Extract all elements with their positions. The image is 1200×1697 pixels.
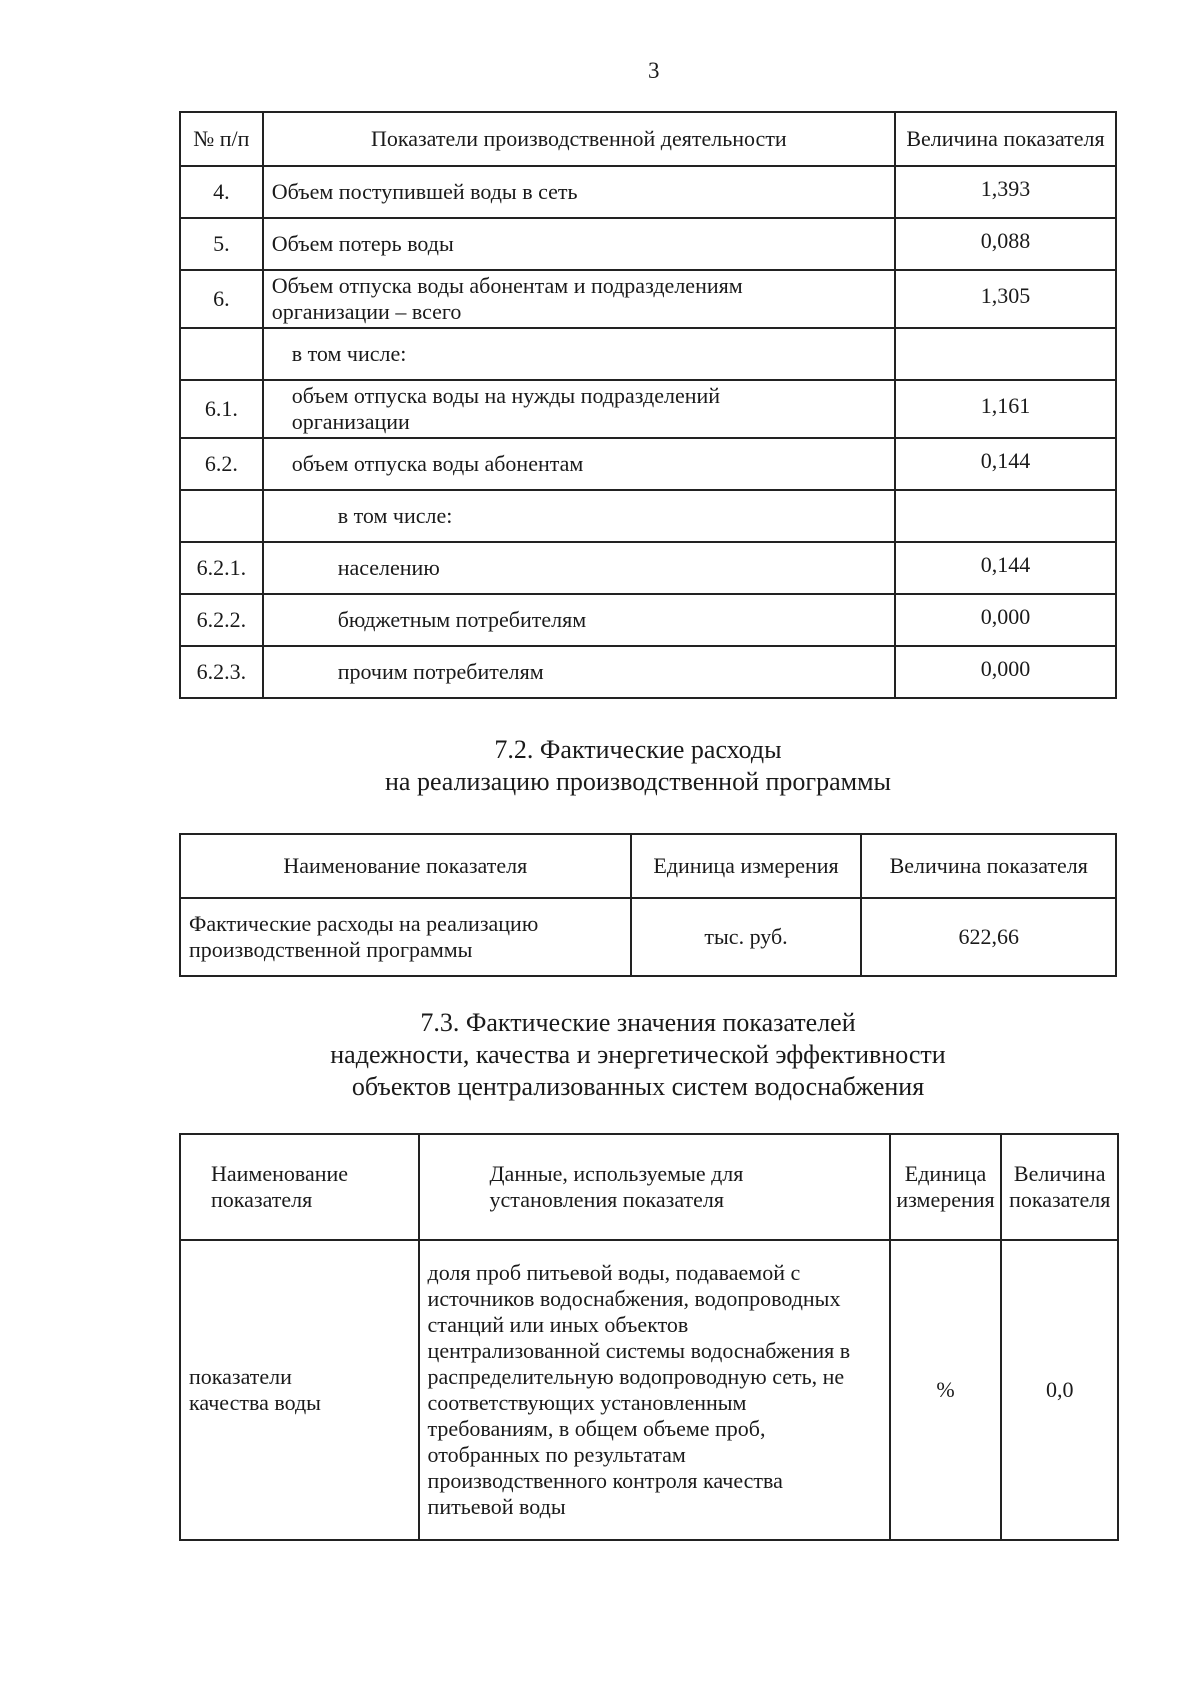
table-row	[180, 438, 1116, 490]
row-indicator: Объем поступившей воды в сеть	[263, 166, 895, 218]
section-7-3-heading	[0, 1007, 1200, 1103]
col-header-name: Наименование показателя	[180, 1134, 419, 1240]
row-number: 5.	[180, 218, 263, 270]
row-value: 0,088	[895, 218, 1116, 270]
table-row	[180, 490, 1116, 542]
col-header-value: Величина показателя	[861, 834, 1116, 898]
row-indicator: прочим потребителям	[263, 646, 895, 698]
table-row	[180, 898, 1116, 976]
table-row	[180, 1240, 1118, 1540]
section-7-3-title-line3: объектов централизованных систем водоснабжения	[351, 1072, 925, 1101]
row-unit: %	[890, 1240, 1002, 1540]
section-7-2-title-line1: 7.2. Фактические расходы	[494, 735, 782, 764]
col-header-value: Величина показателя	[895, 112, 1116, 166]
row-value	[895, 490, 1116, 542]
table-header-row	[180, 834, 1116, 898]
row-value: 0,144	[895, 438, 1116, 490]
row-value: 0,144	[895, 542, 1116, 594]
col-header-unit: Единица измерения	[890, 1134, 1002, 1240]
section-7-3-title-line2: надежности, качества и энергетической эффективности	[330, 1040, 946, 1069]
row-number: 6.1.	[180, 380, 263, 438]
row-value	[895, 328, 1116, 380]
table-row	[180, 218, 1116, 270]
col-header-value: Величина показателя	[1001, 1134, 1118, 1240]
row-number	[180, 328, 263, 380]
table-row	[180, 594, 1116, 646]
row-indicator: объем отпуска воды на нужды подразделений организации	[263, 380, 895, 438]
row-value: 0,0	[1001, 1240, 1118, 1540]
expenses-table	[179, 833, 1117, 977]
table-row	[180, 646, 1116, 698]
production-indicators-table	[179, 111, 1117, 699]
row-indicator: в том числе:	[263, 490, 895, 542]
row-value: 1,161	[895, 380, 1116, 438]
row-number: 6.	[180, 270, 263, 328]
row-data: доля проб питьевой воды, подаваемой с источников водоснабжения, водопроводных станций или иных объектов централизованной системы водоснабжения в распределительную водопроводную сеть, не соответствующих установленным требованиям, в общем объеме проб, отобранных по результатам производственного контроля качества питьевой воды	[419, 1240, 890, 1540]
row-value: 0,000	[895, 594, 1116, 646]
section-7-3-title-line1: 7.3. Фактические значения показателей	[420, 1008, 856, 1037]
row-name: Фактические расходы на реализацию производственной программы	[180, 898, 631, 976]
row-number: 6.2.2.	[180, 594, 263, 646]
section-7-2-heading	[0, 734, 1200, 798]
row-value: 622,66	[861, 898, 1116, 976]
col-header-data: Данные, используемые для установления показателя	[419, 1134, 890, 1240]
row-number: 6.2.3.	[180, 646, 263, 698]
row-indicator: населению	[263, 542, 895, 594]
row-unit: тыс. руб.	[631, 898, 862, 976]
col-header-number: № п/п	[180, 112, 263, 166]
col-header-unit: Единица измерения	[631, 834, 862, 898]
table-row	[180, 328, 1116, 380]
reliability-quality-table	[179, 1133, 1119, 1541]
row-indicator: Объем потерь воды	[263, 218, 895, 270]
table-row	[180, 542, 1116, 594]
table-row	[180, 166, 1116, 218]
row-number: 6.2.	[180, 438, 263, 490]
table-row	[180, 270, 1116, 328]
table-row	[180, 380, 1116, 438]
row-number	[180, 490, 263, 542]
section-7-2-title-line2: на реализацию производственной программы	[384, 767, 891, 796]
row-number: 6.2.1.	[180, 542, 263, 594]
row-name: показатели качества воды	[180, 1240, 419, 1540]
row-number: 4.	[180, 166, 263, 218]
row-value: 1,393	[895, 166, 1116, 218]
row-indicator: объем отпуска воды абонентам	[263, 438, 895, 490]
row-indicator: бюджетным потребителям	[263, 594, 895, 646]
col-header-name: Наименование показателя	[180, 834, 631, 898]
row-indicator: в том числе:	[263, 328, 895, 380]
row-indicator: Объем отпуска воды абонентам и подразделениям организации – всего	[263, 270, 895, 328]
table-header-row	[180, 1134, 1118, 1240]
table-header-row	[180, 112, 1116, 166]
col-header-indicator: Показатели производственной деятельности	[263, 112, 895, 166]
row-value: 1,305	[895, 270, 1116, 328]
row-value: 0,000	[895, 646, 1116, 698]
